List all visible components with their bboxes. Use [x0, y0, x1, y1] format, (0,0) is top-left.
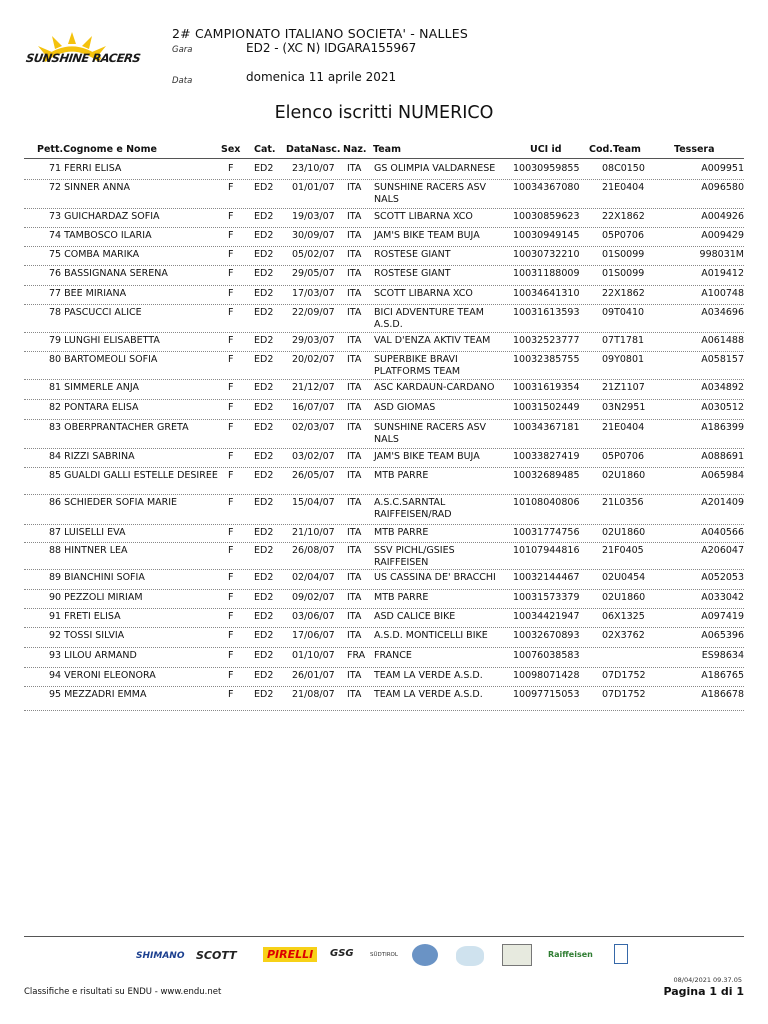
cell-team: SSV PICHL/GSIES RAIFFEISEN: [374, 545, 455, 568]
cell-uci: 10031573379: [513, 592, 580, 603]
cell-name: 76 BASSIGNANA SERENA: [49, 268, 168, 279]
cell-naz: ITA: [347, 572, 362, 583]
cell-code: 08C0150: [602, 163, 645, 174]
cell-tessera: A061488: [701, 335, 744, 346]
cell-team: FRANCE: [374, 650, 412, 661]
cell-code: 01S0099: [602, 249, 645, 260]
cell-tessera: A065396: [701, 630, 744, 641]
cell-code: 07T1781: [602, 335, 645, 346]
cell-name: 78 PASCUCCI ALICE: [49, 307, 142, 318]
sponsor-scott: SCOTT: [196, 949, 237, 962]
cell-sex: F: [228, 545, 234, 556]
cell-date: 02/03/07: [292, 422, 335, 433]
cell-sex: F: [228, 249, 234, 260]
cell-cat: ED2: [254, 611, 274, 622]
cell-name: 83 OBERPRANTACHER GRETA: [49, 422, 189, 433]
cell-uci: 10031613593: [513, 307, 580, 318]
row-separator: [24, 589, 744, 590]
cell-team: ROSTESE GIANT: [374, 268, 451, 279]
cell-name: 84 RIZZI SABRINA: [49, 451, 135, 462]
cell-date: 26/01/07: [292, 670, 335, 681]
cell-team: GS OLIMPIA VALDARNESE: [374, 163, 496, 174]
col-header-uci: UCI id: [530, 144, 562, 155]
cell-date: 23/10/07: [292, 163, 335, 174]
cell-tessera: A096580: [701, 182, 744, 193]
cell-team: A.S.C.SARNTAL RAIFFEISEN/RAD: [374, 497, 452, 520]
cell-date: 17/03/07: [292, 288, 335, 299]
cell-cat: ED2: [254, 307, 274, 318]
cell-uci: 10032523777: [513, 335, 580, 346]
cell-name: 89 BIANCHINI SOFIA: [49, 572, 145, 583]
cell-naz: ITA: [347, 249, 362, 260]
cell-code: 21E0404: [602, 182, 645, 193]
cell-sex: F: [228, 650, 234, 661]
cell-cat: ED2: [254, 451, 274, 462]
cell-team: JAM'S BIKE TEAM BUJA: [374, 230, 480, 241]
cell-cat: ED2: [254, 230, 274, 241]
page-indicator: Pagina 1 di 1: [663, 985, 744, 998]
gara-value: ED2 - (XC N) IDGARA155967: [246, 41, 417, 55]
footer-credit: Classifiche e risultati su ENDU - www.endu.net: [24, 987, 222, 997]
cell-sex: F: [228, 422, 234, 433]
row-separator: [24, 542, 744, 543]
cell-uci: 10030732210: [513, 249, 580, 260]
cell-name: 73 GUICHARDAZ SOFIA: [49, 211, 160, 222]
cell-tessera: A065984: [701, 470, 744, 481]
cell-date: 01/01/07: [292, 182, 335, 193]
cell-sex: F: [228, 670, 234, 681]
row-separator: [24, 379, 744, 380]
cell-cat: ED2: [254, 268, 274, 279]
row-separator: [24, 246, 744, 247]
cell-team: ASD CALICE BIKE: [374, 611, 456, 622]
row-separator: [24, 179, 744, 180]
cell-code: 21Z1107: [602, 382, 645, 393]
cell-sex: F: [228, 689, 234, 700]
cell-naz: ITA: [347, 402, 362, 413]
cell-naz: ITA: [347, 307, 362, 318]
cell-code: 09T0410: [602, 307, 645, 318]
cell-code: 05P0706: [602, 451, 644, 462]
cell-sex: F: [228, 230, 234, 241]
row-separator: [24, 332, 744, 333]
cell-code: 07D1752: [602, 670, 646, 681]
cell-naz: ITA: [347, 268, 362, 279]
cell-code: 02U1860: [602, 470, 646, 481]
row-separator: [24, 208, 744, 209]
cell-team: MTB PARRE: [374, 592, 429, 603]
cell-tessera: A034892: [701, 382, 744, 393]
cell-uci: 10034367080: [513, 182, 580, 193]
cell-sex: F: [228, 611, 234, 622]
cell-naz: ITA: [347, 211, 362, 222]
cell-naz: ITA: [347, 422, 362, 433]
cell-name: 71 FERRI ELISA: [49, 163, 122, 174]
cell-naz: ITA: [347, 182, 362, 193]
row-separator: [24, 494, 744, 495]
cell-uci: 10032670893: [513, 630, 580, 641]
cell-code: 02U1860: [602, 592, 646, 603]
row-separator: [24, 647, 744, 648]
row-separator: [24, 467, 744, 468]
cell-team: ROSTESE GIANT: [374, 249, 451, 260]
cell-code: 21E0404: [602, 422, 645, 433]
col-header-codteam: Cod.Team: [589, 144, 641, 155]
cell-cat: ED2: [254, 249, 274, 260]
cell-uci: 10031774756: [513, 527, 580, 538]
cell-team: SCOTT LIBARNA XCO: [374, 288, 473, 299]
cell-name: 90 PEZZOLI MIRIAM: [49, 592, 143, 603]
cell-team: ASC KARDAUN-CARDANO: [374, 382, 495, 393]
sponsor-pirelli: PIRELLI: [263, 947, 317, 962]
cell-uci: 10031619354: [513, 382, 580, 393]
cell-date: 20/02/07: [292, 354, 335, 365]
row-separator: [24, 569, 744, 570]
cell-uci: 10032689485: [513, 470, 580, 481]
cell-name: 92 TOSSI SILVIA: [49, 630, 125, 641]
cell-code: 09Y0801: [602, 354, 645, 365]
cell-uci: 10030959855: [513, 163, 580, 174]
cell-date: 26/05/07: [292, 470, 335, 481]
cell-date: 03/02/07: [292, 451, 335, 462]
cell-tessera: A009429: [701, 230, 744, 241]
cell-name: 79 LUNGHI ELISABETTA: [49, 335, 160, 346]
cell-date: 16/07/07: [292, 402, 335, 413]
sponsor-shimano: SHIMANO: [136, 951, 185, 961]
data-value: domenica 11 aprile 2021: [246, 70, 397, 84]
row-separator: [24, 667, 744, 668]
cell-tessera: A186399: [701, 422, 744, 433]
cell-team: MTB PARRE: [374, 470, 429, 481]
cell-cat: ED2: [254, 335, 274, 346]
cell-sex: F: [228, 354, 234, 365]
cell-uci: 10107944816: [513, 545, 580, 556]
cell-tessera: A033042: [701, 592, 744, 603]
cell-cat: ED2: [254, 572, 274, 583]
row-separator: [24, 627, 744, 628]
cell-tessera: A088691: [701, 451, 744, 462]
cell-team: VAL D'ENZA AKTIV TEAM: [374, 335, 491, 346]
cell-cat: ED2: [254, 354, 274, 365]
cell-name: 87 LUISELLI EVA: [49, 527, 126, 538]
cell-uci: 10030949145: [513, 230, 580, 241]
cell-sex: F: [228, 402, 234, 413]
row-separator: [24, 608, 744, 609]
cell-tessera: A186678: [701, 689, 744, 700]
cell-cat: ED2: [254, 163, 274, 174]
sponsor-badge-b: [456, 946, 484, 966]
row-separator: [24, 351, 744, 352]
cell-name: 75 COMBA MARIKA: [49, 249, 140, 260]
cell-name: 94 VERONI ELEONORA: [49, 670, 156, 681]
cell-code: 07D1752: [602, 689, 646, 700]
cell-team: SUNSHINE RACERS ASV NALS: [374, 182, 487, 205]
cell-code: 06X1325: [602, 611, 645, 622]
cell-code: 03N2951: [602, 402, 646, 413]
cell-sex: F: [228, 451, 234, 462]
cell-code: 22X1862: [602, 288, 645, 299]
cell-sex: F: [228, 211, 234, 222]
cell-team: TEAM LA VERDE A.S.D.: [374, 670, 483, 681]
cell-code: 05P0706: [602, 230, 644, 241]
cell-naz: ITA: [347, 497, 362, 508]
cell-uci: 10076038583: [513, 650, 580, 661]
cell-cat: ED2: [254, 470, 274, 481]
cell-name: 85 GUALDI GALLI ESTELLE DESIREE: [49, 470, 218, 481]
col-header-team: Team: [373, 144, 401, 155]
cell-date: 21/08/07: [292, 689, 335, 700]
cell-naz: ITA: [347, 354, 362, 365]
sponsor-bar: [130, 942, 640, 972]
gara-label: Gara: [172, 45, 193, 55]
col-header-tessera: Tessera: [674, 144, 715, 155]
cell-code: 22X1862: [602, 211, 645, 222]
cell-naz: ITA: [347, 670, 362, 681]
cell-sex: F: [228, 307, 234, 318]
cell-code: 21F0405: [602, 545, 644, 556]
cell-naz: ITA: [347, 382, 362, 393]
cell-naz: ITA: [347, 545, 362, 556]
cell-tessera: 998031M: [699, 249, 744, 260]
sponsor-badge-c: [502, 944, 532, 966]
cell-code: 02U1860: [602, 527, 646, 538]
cell-uci: 10030859623: [513, 211, 580, 222]
cell-tessera: A206047: [701, 545, 744, 556]
cell-name: 91 FRETI ELISA: [49, 611, 121, 622]
row-separator: [24, 710, 744, 711]
cell-sex: F: [228, 268, 234, 279]
cell-naz: ITA: [347, 451, 362, 462]
cell-cat: ED2: [254, 422, 274, 433]
cell-uci: 10098071428: [513, 670, 580, 681]
cell-uci: 10033827419: [513, 451, 580, 462]
cell-uci: 10034641310: [513, 288, 580, 299]
cell-sex: F: [228, 572, 234, 583]
event-title: 2# CAMPIONATO ITALIANO SOCIETA' - NALLES: [172, 26, 469, 41]
cell-naz: FRA: [347, 650, 366, 661]
cell-sex: F: [228, 630, 234, 641]
row-separator: [24, 285, 744, 286]
cell-uci: 10032385755: [513, 354, 580, 365]
cell-cat: ED2: [254, 689, 274, 700]
cell-uci: 10108040806: [513, 497, 580, 508]
cell-team: SUNSHINE RACERS ASV NALS: [374, 422, 487, 445]
cell-date: 19/03/07: [292, 211, 335, 222]
cell-naz: ITA: [347, 630, 362, 641]
cell-name: 81 SIMMERLE ANJA: [49, 382, 139, 393]
sponsor-suedtirol: SÜDTIROL: [370, 952, 398, 958]
cell-team: SUPERBIKE BRAVI PLATFORMS TEAM: [374, 354, 461, 377]
cell-tessera: A058157: [701, 354, 744, 365]
cell-cat: ED2: [254, 592, 274, 603]
cell-code: 01S0099: [602, 268, 645, 279]
cell-name: 74 TAMBOSCO ILARIA: [49, 230, 152, 241]
cell-date: 29/03/07: [292, 335, 335, 346]
cell-name: 82 PONTARA ELISA: [49, 402, 139, 413]
cell-date: 21/10/07: [292, 527, 335, 538]
cell-date: 22/09/07: [292, 307, 335, 318]
cell-naz: ITA: [347, 335, 362, 346]
col-header-datanasc: DataNasc.: [286, 144, 341, 155]
cell-naz: ITA: [347, 288, 362, 299]
cell-date: 09/02/07: [292, 592, 335, 603]
cell-tessera: A201409: [701, 497, 744, 508]
cell-date: 01/10/07: [292, 650, 335, 661]
col-header-sex: Sex: [221, 144, 241, 155]
cell-sex: F: [228, 497, 234, 508]
cell-uci: 10031502449: [513, 402, 580, 413]
header-rule: [24, 158, 744, 159]
row-separator: [24, 265, 744, 266]
cell-name: 80 BARTOMEOLI SOFIA: [49, 354, 158, 365]
row-separator: [24, 448, 744, 449]
cell-tessera: A052053: [701, 572, 744, 583]
cell-name: 77 BEE MIRIANA: [49, 288, 127, 299]
cell-cat: ED2: [254, 382, 274, 393]
cell-team: MTB PARRE: [374, 527, 429, 538]
cell-date: 17/06/07: [292, 630, 335, 641]
document-title: Elenco iscritti NUMERICO: [274, 103, 494, 123]
cell-cat: ED2: [254, 670, 274, 681]
cell-code: 02X3762: [602, 630, 645, 641]
cell-sex: F: [228, 335, 234, 346]
cell-naz: ITA: [347, 163, 362, 174]
cell-sex: F: [228, 470, 234, 481]
cell-team: US CASSINA DE' BRACCHI: [374, 572, 496, 583]
sponsor-raiffeisen: Raiffeisen: [548, 950, 593, 959]
cell-sex: F: [228, 527, 234, 538]
cell-team: JAM'S BIKE TEAM BUJA: [374, 451, 480, 462]
col-header-naz: Naz.: [343, 144, 367, 155]
row-separator: [24, 419, 744, 420]
footer-rule: [24, 936, 744, 937]
cell-date: 02/04/07: [292, 572, 335, 583]
cell-date: 15/04/07: [292, 497, 335, 508]
cell-name: 93 LILOU ARMAND: [49, 650, 137, 661]
cell-naz: ITA: [347, 230, 362, 241]
sponsor-gsg: GSG: [330, 948, 354, 959]
cell-tessera: A097419: [701, 611, 744, 622]
cell-date: 30/09/07: [292, 230, 335, 241]
print-timestamp: 08/04/2021 09.37.05: [673, 976, 742, 984]
cell-sex: F: [228, 288, 234, 299]
cell-naz: ITA: [347, 592, 362, 603]
cell-tessera: A004926: [701, 211, 744, 222]
cell-cat: ED2: [254, 630, 274, 641]
cell-tessera: A186765: [701, 670, 744, 681]
cell-uci: 10097715053: [513, 689, 580, 700]
cell-uci: 10034421947: [513, 611, 580, 622]
cell-name: 72 SINNER ANNA: [49, 182, 130, 193]
row-separator: [24, 304, 744, 305]
cell-cat: ED2: [254, 211, 274, 222]
cell-cat: ED2: [254, 182, 274, 193]
cell-code: 02U0454: [602, 572, 646, 583]
cell-cat: ED2: [254, 497, 274, 508]
cell-name: 95 MEZZADRI EMMA: [49, 689, 147, 700]
cell-name: 88 HINTNER LEA: [49, 545, 128, 556]
cell-sex: F: [228, 182, 234, 193]
cell-naz: ITA: [347, 689, 362, 700]
cell-uci: 10032144467: [513, 572, 580, 583]
cell-team: A.S.D. MONTICELLI BIKE: [374, 630, 488, 641]
row-separator: [24, 399, 744, 400]
row-separator: [24, 524, 744, 525]
cell-cat: ED2: [254, 527, 274, 538]
data-label: Data: [172, 76, 193, 86]
cell-sex: F: [228, 382, 234, 393]
row-separator: [24, 686, 744, 687]
sponsor-badge-a: [412, 944, 438, 966]
col-header-pett-name: Pett.Cognome e Nome: [37, 144, 157, 155]
cell-tessera: A009951: [701, 163, 744, 174]
cell-team: TEAM LA VERDE A.S.D.: [374, 689, 483, 700]
cell-date: 21/12/07: [292, 382, 335, 393]
cell-cat: ED2: [254, 545, 274, 556]
cell-date: 05/02/07: [292, 249, 335, 260]
cell-sex: F: [228, 592, 234, 603]
cell-tessera: A100748: [701, 288, 744, 299]
cell-naz: ITA: [347, 527, 362, 538]
cell-date: 03/06/07: [292, 611, 335, 622]
cell-code: 21L0356: [602, 497, 644, 508]
cell-tessera: ES98634: [701, 650, 744, 661]
sponsor-crest: [614, 944, 628, 964]
col-header-cat: Cat.: [254, 144, 276, 155]
cell-cat: ED2: [254, 288, 274, 299]
cell-tessera: A019412: [701, 268, 744, 279]
cell-uci: 10031188009: [513, 268, 580, 279]
cell-date: 26/08/07: [292, 545, 335, 556]
cell-team: ASD GIOMAS: [374, 402, 436, 413]
row-separator: [24, 227, 744, 228]
cell-cat: ED2: [254, 650, 274, 661]
cell-tessera: A034696: [701, 307, 744, 318]
cell-team: SCOTT LIBARNA XCO: [374, 211, 473, 222]
cell-cat: ED2: [254, 402, 274, 413]
cell-tessera: A040566: [701, 527, 744, 538]
cell-naz: ITA: [347, 611, 362, 622]
cell-uci: 10034367181: [513, 422, 580, 433]
cell-team: BICI ADVENTURE TEAM A.S.D.: [374, 307, 484, 330]
cell-name: 86 SCHIEDER SOFIA MARIE: [49, 497, 178, 508]
cell-tessera: A030512: [701, 402, 744, 413]
cell-date: 29/05/07: [292, 268, 335, 279]
logo-text: SUNSHINE RACERS: [25, 51, 142, 65]
cell-naz: ITA: [347, 470, 362, 481]
cell-sex: F: [228, 163, 234, 174]
